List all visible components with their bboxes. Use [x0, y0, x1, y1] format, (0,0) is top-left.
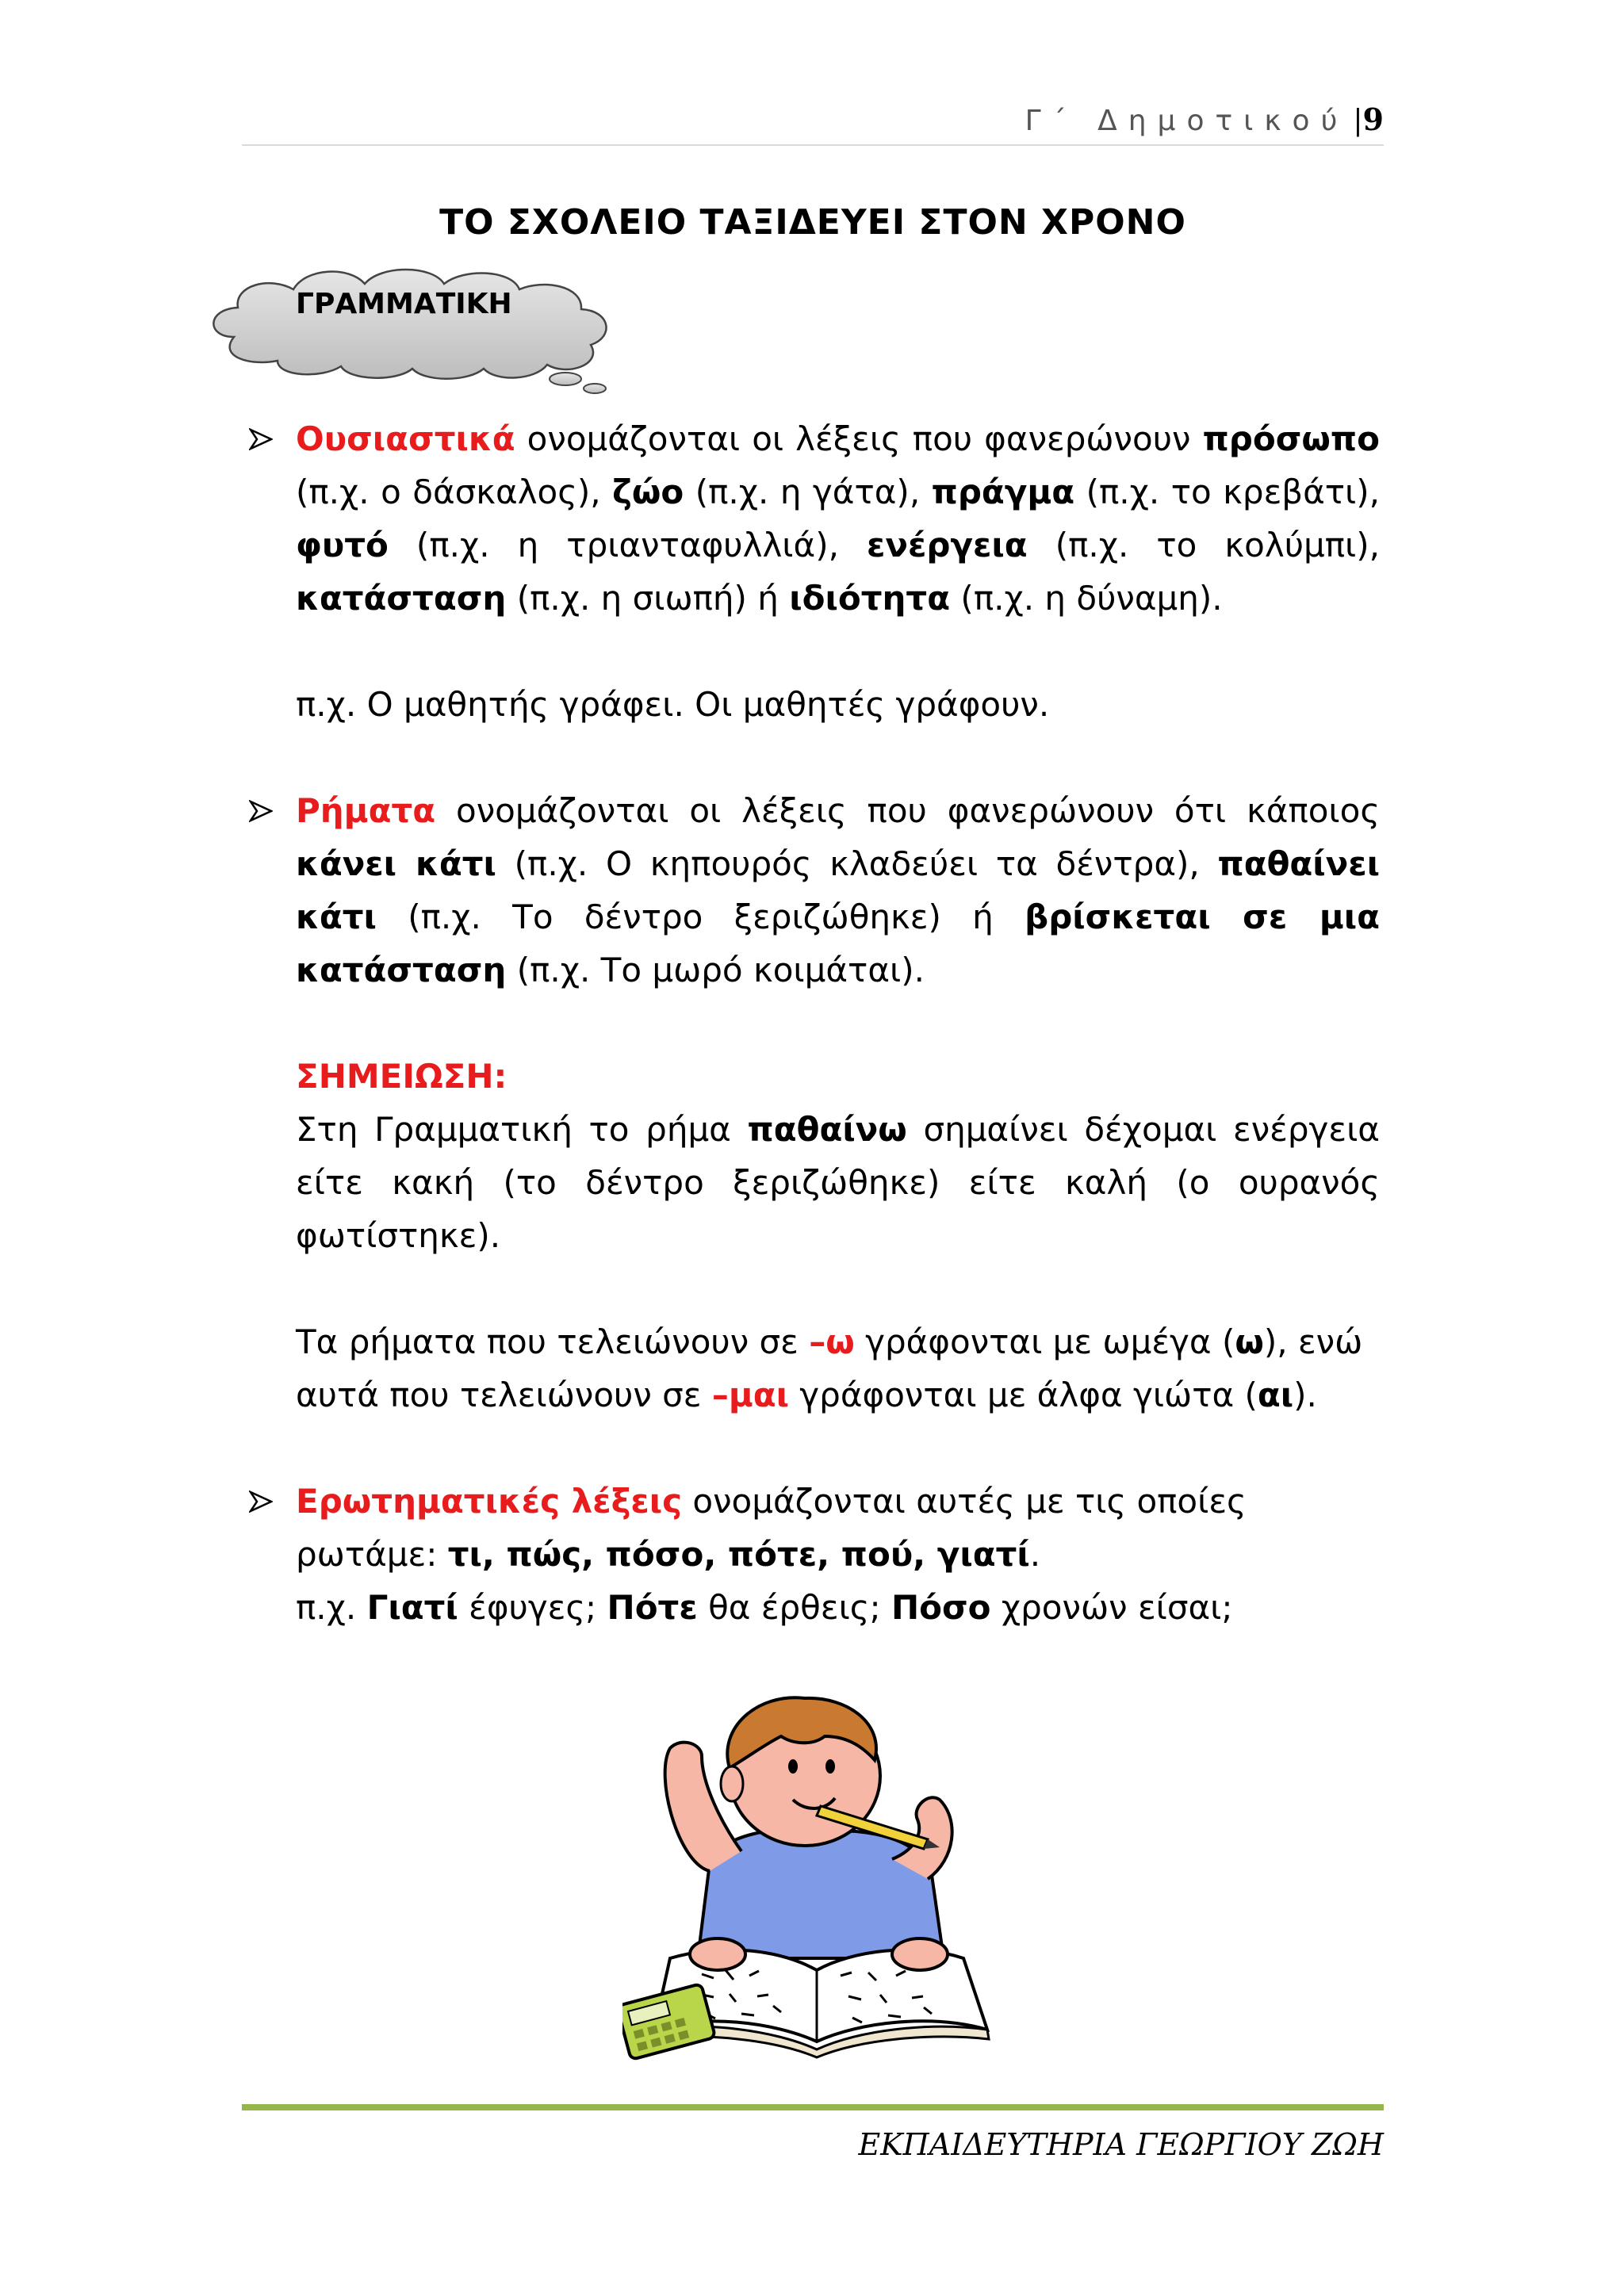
bold-term: ω [1235, 1322, 1264, 1361]
bold-term: ιδιότητα [789, 579, 951, 618]
bold-term: Γιατί [366, 1588, 458, 1627]
text-segment: π.χ. [296, 1588, 367, 1627]
list-item-nouns [246, 412, 1380, 625]
text-segment: χρονών είσαι; [990, 1588, 1233, 1627]
text-segment: σημαίνει δέχομαι ενέργεια είτε κακή (το δέντρο ξεριζώθηκε) είτε καλή (ο ουρανός φωτίστηκε). [296, 1110, 1380, 1255]
bold-term: αι [1257, 1376, 1294, 1414]
term-nouns: Ουσιαστικά [296, 419, 515, 458]
term-verbs: Ρήματα [296, 791, 436, 830]
text-segment: (π.χ. Ο κηπουρός κλαδεύει τα δέντρα), [496, 844, 1218, 883]
header-rule [242, 144, 1384, 146]
page-header [242, 101, 1384, 137]
text-segment: (π.χ. το κολύμπι), [1027, 526, 1380, 564]
bold-term: κατάσταση [296, 579, 507, 618]
main-content [246, 412, 1380, 1634]
bold-term: Πόσο [891, 1588, 991, 1627]
note-heading: ΣΗΜΕΙΩΣΗ: [296, 1057, 508, 1096]
page-number: 9 [1362, 101, 1384, 137]
grammar-label: ΓΡΑΜΜΑΤΙΚΗ [296, 288, 512, 320]
bold-term: βρίσκεται σε μια κατάσταση [296, 897, 1380, 989]
footer-rule [242, 2104, 1384, 2110]
text-segment: . [1029, 1535, 1041, 1574]
text-segment: έφυγες; [458, 1588, 607, 1627]
bold-term: παθαίνει κάτι [296, 844, 1381, 936]
page-title: ΤΟ ΣΧΟΛΕΙΟ ΤΑΞΙΔΕΥΕΙ ΣΤΟΝ ΧΡΟΝΟ [439, 202, 1186, 243]
bold-term: ζώο [612, 473, 684, 511]
header-separator: | [1353, 105, 1363, 137]
term-questions: Ερωτηματικές λέξεις [296, 1482, 683, 1521]
bold-term: παθαίνω [747, 1110, 907, 1149]
arrow-bullet-icon [246, 412, 278, 465]
text-segment: (π.χ. η σιωπή) ή [506, 579, 790, 618]
text-segment: γράφονται με άλφα γιώτα ( [788, 1376, 1258, 1414]
text-segment: (π.χ. ο δάσκαλος), [296, 473, 613, 511]
list-item-verbs [246, 784, 1380, 997]
text-segment: ονομάζονται οι λέξεις που φανερώνουν [515, 419, 1203, 458]
arrow-bullet-icon [246, 1475, 278, 1528]
text-segment: ). [1293, 1376, 1317, 1414]
text-segment: (π.χ. Το δέντρο ξεριζώθηκε) ή [376, 897, 1025, 936]
text-segment: (π.χ. Το μωρό κοιμάται). [506, 951, 925, 989]
endings-paragraph [246, 1315, 1380, 1422]
text-segment: Στη Γραμματική το ρήμα [296, 1110, 748, 1149]
nouns-example: π.χ. Ο μαθητής γράφει. Οι μαθητές γράφουν. [296, 685, 1050, 724]
bold-term: φυτό [296, 526, 389, 564]
text-segment: (π.χ. η γάτα), [684, 473, 932, 511]
text-segment: (π.χ. η δύναμη). [950, 579, 1223, 618]
bold-term: τι, πώς, πόσο, πότε, πού, γιατί [447, 1535, 1030, 1574]
note-paragraph [246, 1103, 1380, 1262]
bold-term: ενέργεια [867, 526, 1028, 564]
footer-text: ΕΚΠΑΙΔΕΥΤΗΡΙΑ ΓΕΩΡΓΙΟΥ ΖΩΗ [858, 2127, 1384, 2162]
grade-label: Γ΄ Δημοτικού [1025, 105, 1349, 137]
ending-mai: –μαι [711, 1376, 789, 1414]
text-segment: γράφονται με ωμέγα ( [854, 1322, 1235, 1361]
text-segment: θα έρθεις; [697, 1588, 891, 1627]
text-segment: ονομάζονται οι λέξεις που φανερώνουν ότι κάποιος [435, 791, 1380, 830]
ending-omega: –ω [809, 1322, 855, 1361]
text-segment: ), ενώ αυτά που τελειώνουν σε [296, 1322, 1363, 1414]
list-item-questions [246, 1475, 1380, 1634]
bold-term: Πότε [607, 1588, 698, 1627]
thought-cloud-icon [202, 262, 646, 396]
text-segment: (π.χ. η τριανταφυλλιά), [388, 526, 867, 564]
bold-term: πράγμα [931, 473, 1075, 511]
text-segment: Τα ρήματα που τελειώνουν σε [296, 1322, 810, 1361]
text-segment: (π.χ. το κρεβάτι), [1074, 473, 1380, 511]
arrow-bullet-icon [246, 784, 278, 837]
boy-studying-illustration [622, 1681, 1011, 2069]
bold-term: κάνει κάτι [296, 844, 496, 883]
bold-term: πρόσωπο [1202, 419, 1380, 458]
text-segment: ονομάζονται αυτές με τις οποίες ρωτάμε: [296, 1482, 1247, 1574]
